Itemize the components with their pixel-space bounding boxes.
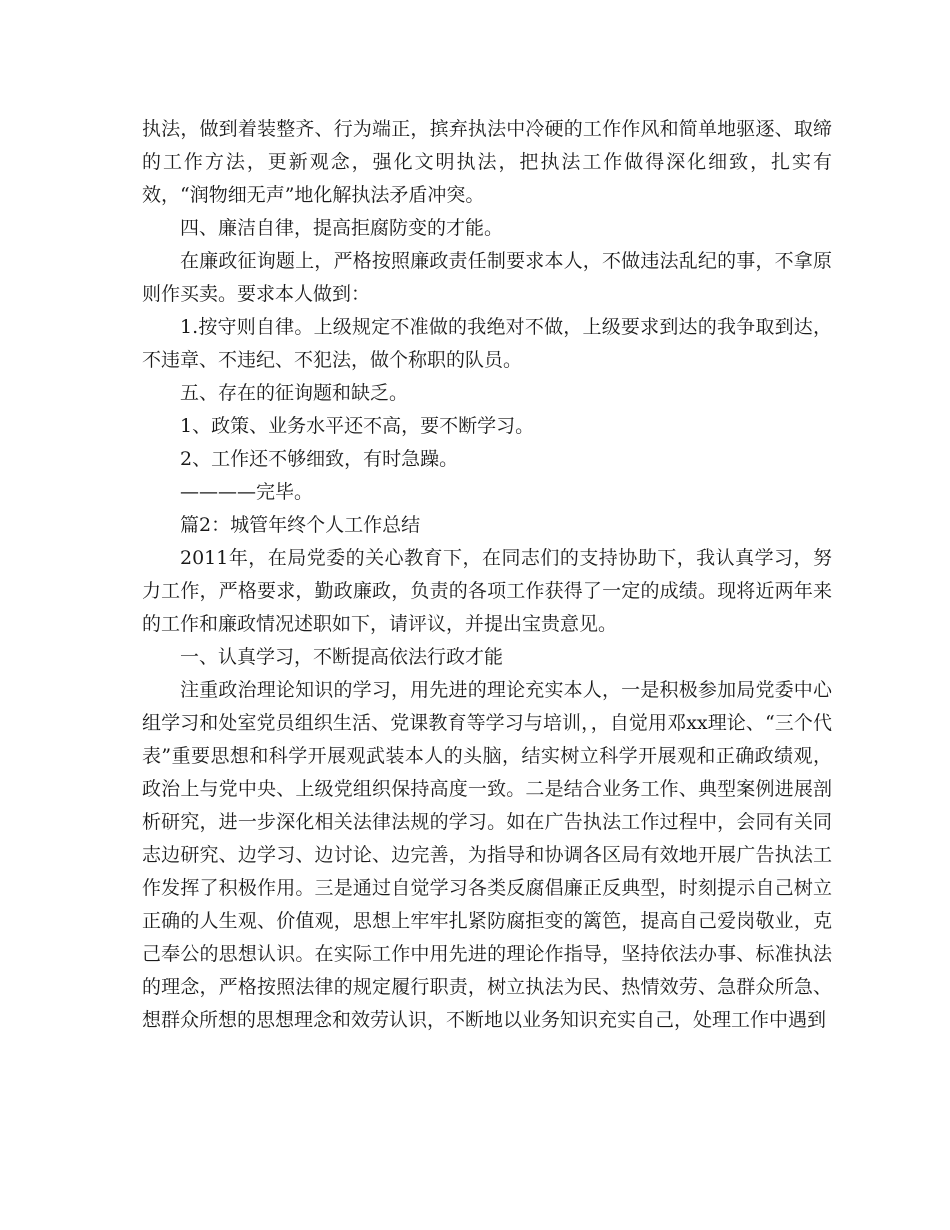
paragraph: 注重政治理论知识的学习，用先进的理论充实本人，一是积极参加局党委中心组学习和处室党员组织生活、党课教育等学习与培训，，自觉用邓xx理论、“三个代表”重要思想和科学开展观武装本人的头脑，结实树立科学开展观和正确政绩观，政治上与党中央、上级党组织保持高度一致。二是结合业务工作、典型案例进展剖析研究，进一步深化相关法律法规的学习。如在广告执法工作过程中，会同有关同志边研究、边学习、边讨论、边完善，为指导和协调各区局有效地开展广告执法工作发挥了积极作用。三是通过自觉学习各类反腐倡廉正反典型，时刻提示自己树立正确的人生观、价值观，思想上牢牢扎紧防腐拒变的篱笆，提高自己爱岗敬业，克己奉公的思想认识。在实际工作中用先进的理论作指导，坚持依法办事、标准执法的理念，严格按照法律的规定履行职责，树立执法为民、热情效劳、急群众所急、想群众所想的思想理念和效劳认识，不断地以业务知识充实自己，处理工作中遇到 <box>142 679 832 1031</box>
paragraph: 执法，做到着装整齐、行为端正，摈弃执法中冷硬的工作作风和简单地驱逐、取缔的工作方法，更新观念，强化文明执法，把执法工作做得深化细致，扎实有效，“润物细无声”地化解执法矛盾冲突。 <box>142 118 832 206</box>
end-marker: ————完毕。 <box>180 481 314 503</box>
paragraph: 1.按守则自律。上级规定不准做的我绝对不做，上级要求到达的我争取到达，不违章、不违纪、不犯法，做个称职的队员。 <box>142 316 832 371</box>
list-item: 1、政策、业务水平还不高，要不断学习。 <box>180 415 535 437</box>
section-heading: 四、廉洁自律，提高拒腐防变的才能。 <box>180 217 504 239</box>
paragraph: 2011年，在局党委的关心教育下，在同志们的支持协助下，我认真学习，努力工作，严格要求，勤政廉政，负责的各项工作获得了一定的成绩。现将近两年来的工作和廉政情况述职如下，请评议，并提出宝贵意见。 <box>142 547 832 635</box>
list-item: 2、工作还不够细致，有时急躁。 <box>180 448 459 470</box>
section-heading: 五、存在的征询题和缺乏。 <box>180 382 409 404</box>
paragraph: 在廉政征询题上，严格按照廉政责任制要求本人，不做违法乱纪的事，不拿原则作买卖。要求本人做到： <box>142 250 832 305</box>
article-title: 篇2：城管年终个人工作总结 <box>180 514 421 536</box>
section-heading: 一、认真学习，不断提高依法行政才能 <box>180 646 504 668</box>
document-body <box>142 113 832 1037</box>
